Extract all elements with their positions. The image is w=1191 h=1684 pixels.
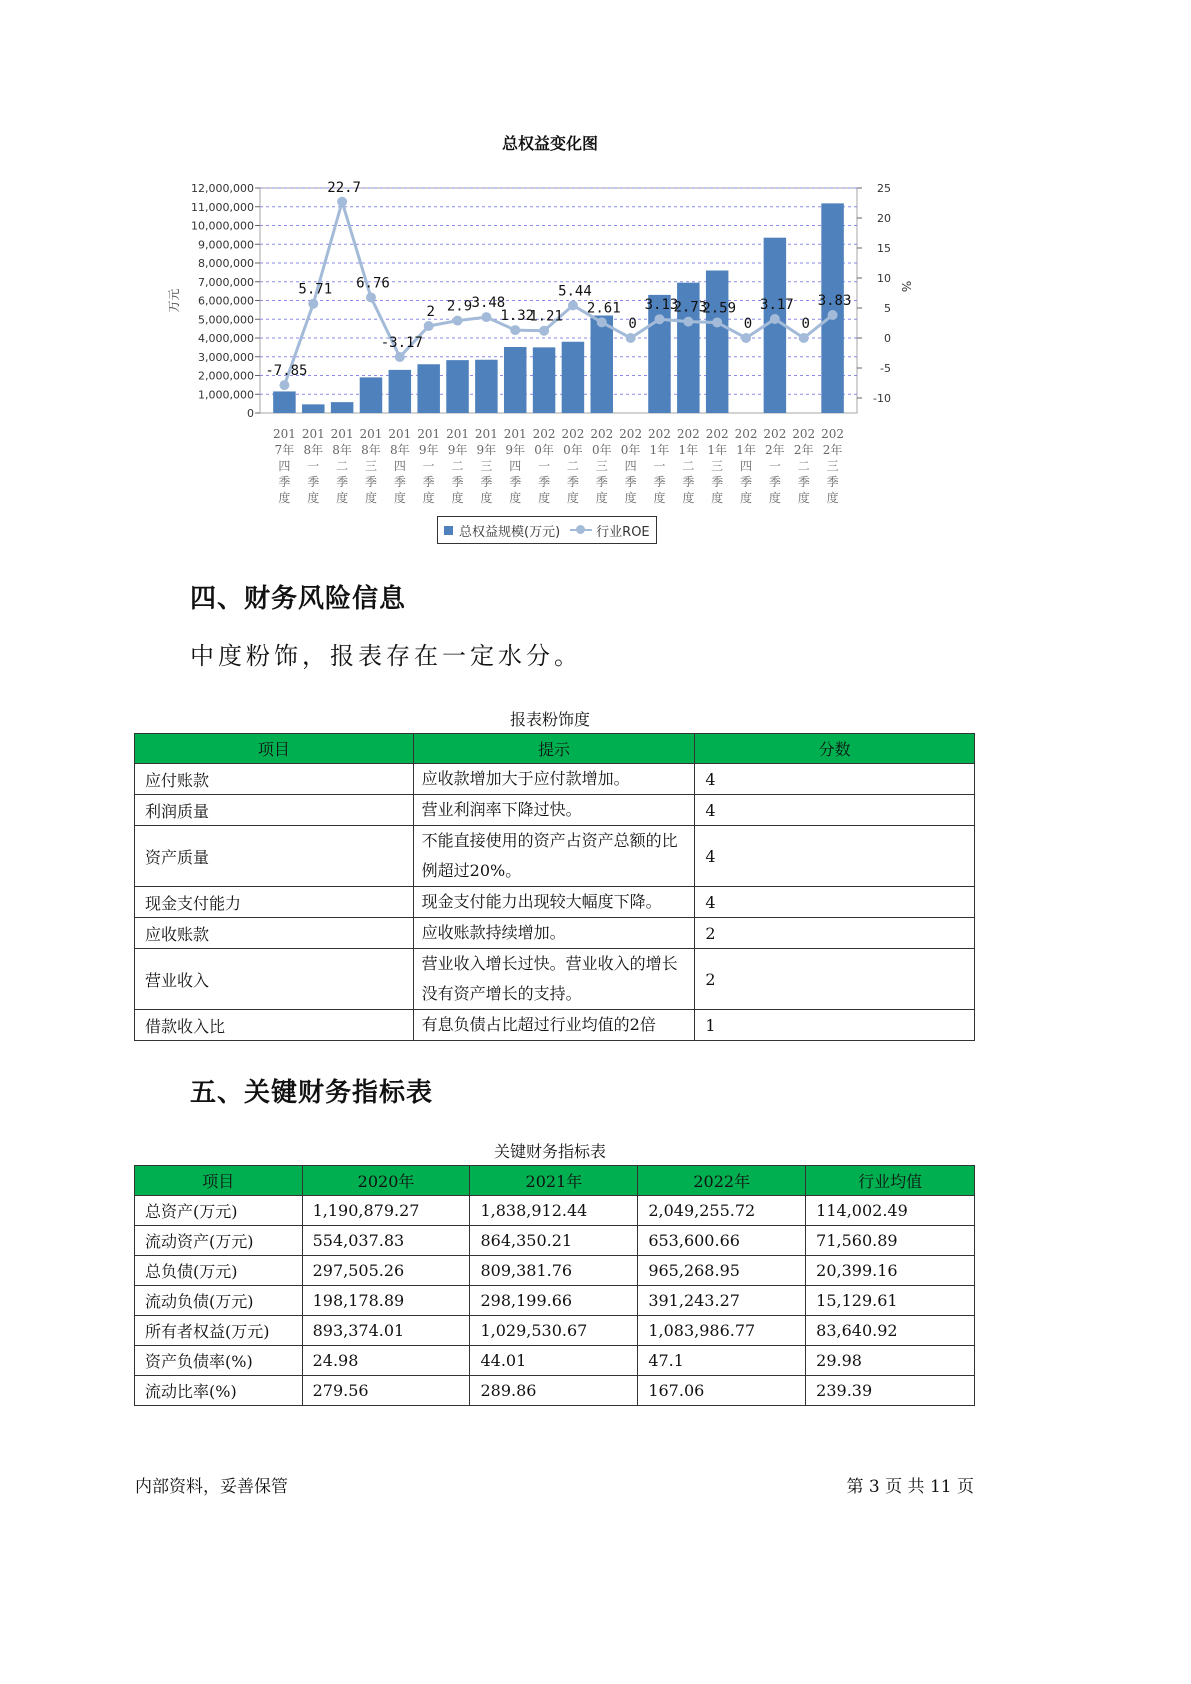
risk-score: 2 [695, 918, 975, 949]
metric-value: 47.1 [638, 1346, 806, 1376]
risk-hint: 现金支付能力出现较大幅度下降。 [413, 887, 695, 918]
y2-tick-label: 15 [877, 242, 891, 255]
bar [533, 347, 556, 413]
roe-point [510, 325, 520, 335]
x-tick-label: 二 [336, 459, 349, 473]
x-tick-label: 202 [619, 427, 643, 441]
x-tick-label: 三 [480, 459, 493, 473]
x-tick-label: 202 [590, 427, 614, 441]
x-tick-label: 二 [797, 459, 810, 473]
risk-score: 1 [695, 1010, 975, 1041]
risk-item: 借款收入比 [135, 1010, 414, 1041]
metric-value: 289.86 [470, 1376, 638, 1406]
column-header: 项目 [135, 1166, 303, 1196]
metric-name: 总资产(万元) [135, 1196, 303, 1226]
risk-hint: 应收款增加大于应付款增加。 [413, 764, 695, 795]
x-tick-label: 1年 [736, 443, 756, 457]
x-tick-label: 二 [682, 459, 695, 473]
roe-point [337, 197, 347, 207]
roe-point [279, 380, 289, 390]
x-tick-label: 季 [595, 475, 608, 489]
x-tick-label: 季 [740, 475, 753, 489]
bar [706, 271, 729, 414]
metric-value: 83,640.92 [806, 1316, 975, 1346]
x-tick-label: 度 [740, 491, 753, 505]
x-tick-label: 季 [393, 475, 406, 489]
x-tick-label: 季 [509, 475, 522, 489]
y2-tick-label: -5 [880, 362, 891, 375]
roe-point [539, 326, 549, 336]
metric-value: 15,129.61 [806, 1286, 975, 1316]
risk-summary: 中度粉饰，报表存在一定水分。 [190, 642, 582, 670]
x-tick-label: 季 [711, 475, 724, 489]
roe-data-label: 3.13 [644, 297, 679, 314]
x-tick-label: 202 [734, 427, 758, 441]
table-row [135, 1226, 975, 1256]
column-header: 项目 [135, 734, 414, 764]
risk-score: 4 [695, 826, 975, 887]
column-header: 提示 [413, 734, 695, 764]
risk-item: 资产质量 [135, 826, 414, 887]
x-tick-label: 201 [446, 427, 469, 441]
x-tick-label: 1年 [678, 443, 699, 457]
metric-name: 流动负债(万元) [135, 1286, 303, 1316]
table-row [135, 949, 975, 1010]
roe-data-label: 0 [628, 316, 637, 332]
x-tick-label: 度 [509, 491, 522, 505]
y-tick-label: 4,000,000 [198, 332, 254, 345]
column-header: 行业均值 [806, 1166, 975, 1196]
y2-axis-title: % [899, 280, 913, 293]
y-tick-label: 7,000,000 [198, 275, 254, 289]
metric-name: 流动资产(万元) [135, 1226, 303, 1256]
x-tick-label: 四 [740, 459, 753, 473]
x-tick-label: 1年 [649, 443, 670, 457]
metric-value: 198,178.89 [302, 1286, 470, 1316]
x-tick-label: 三 [364, 459, 377, 473]
bar [446, 360, 469, 413]
roe-data-label: -3.17 [380, 335, 423, 352]
roe-data-label: 3.83 [817, 293, 852, 310]
x-tick-label: 季 [307, 475, 320, 489]
x-tick-label: 度 [278, 491, 291, 505]
roe-point [654, 314, 664, 324]
y-tick-label: 5,000,000 [198, 313, 254, 327]
y-tick-label: 11,000,000 [191, 200, 254, 214]
risk-item: 利润质量 [135, 795, 414, 826]
x-tick-label: 度 [422, 491, 435, 505]
table-row [135, 795, 975, 826]
x-tick-label: 8年 [361, 443, 381, 457]
x-tick-label: 202 [648, 427, 671, 441]
x-tick-label: 1年 [707, 443, 727, 457]
column-header: 分数 [695, 734, 975, 764]
column-header: 2022年 [638, 1166, 806, 1196]
roe-data-label: 2.9 [446, 298, 473, 315]
x-tick-label: 度 [624, 491, 637, 505]
x-tick-label: 一 [768, 459, 781, 473]
risk-score: 4 [695, 887, 975, 918]
roe-data-label: 1.32 [500, 308, 535, 325]
x-tick-label: 8年 [332, 443, 352, 457]
page-number: 第 3 页 共 11 页 [846, 1477, 974, 1497]
metric-name: 总负债(万元) [135, 1256, 303, 1286]
roe-point [366, 292, 376, 302]
bar [417, 364, 440, 413]
x-tick-label: 度 [336, 491, 349, 505]
roe-point [828, 310, 838, 320]
y-tick-label: 6,000,000 [198, 294, 254, 308]
metric-value: 965,268.95 [638, 1256, 806, 1286]
x-tick-label: 度 [307, 491, 320, 505]
x-tick-label: 季 [336, 475, 349, 489]
metric-value: 554,037.83 [302, 1226, 470, 1256]
legend-line-swatch [570, 524, 592, 536]
roe-data-label: -7.85 [265, 363, 308, 380]
x-tick-label: 季 [480, 475, 493, 489]
table-row [135, 887, 975, 918]
y-axis-title: 万元 [167, 288, 181, 313]
equity-chart [150, 160, 950, 510]
risk-score: 4 [695, 764, 975, 795]
bar [591, 316, 614, 414]
x-tick-label: 季 [566, 475, 579, 489]
risk-hint: 应收账款持续增加。 [413, 918, 695, 949]
y-tick-label: 10,000,000 [191, 219, 254, 233]
x-tick-label: 一 [538, 459, 551, 473]
risk-item: 现金支付能力 [135, 887, 414, 918]
roe-data-label: 2.59 [702, 300, 737, 317]
x-tick-label: 季 [768, 475, 781, 489]
legend-item-roe: 行业ROE [596, 524, 650, 540]
x-tick-label: 季 [538, 475, 551, 489]
x-tick-label: 201 [359, 427, 383, 441]
metric-value: 2,049,255.72 [638, 1196, 806, 1226]
x-tick-label: 8年 [390, 443, 410, 457]
x-tick-label: 季 [682, 475, 695, 489]
x-tick-label: 2年 [765, 443, 785, 457]
roe-data-label: 6.76 [356, 275, 390, 292]
roe-point [712, 317, 722, 327]
footer-note: 内部资料，妥善保管 [135, 1477, 288, 1497]
risk-hint: 营业利润率下降过快。 [413, 795, 695, 826]
x-tick-label: 202 [676, 427, 700, 441]
risk-hint: 有息负债占比超过行业均值的2倍 [413, 1010, 695, 1041]
risk-item: 营业收入 [135, 949, 414, 1010]
x-tick-label: 202 [792, 427, 816, 441]
x-tick-label: 0年 [534, 443, 554, 457]
x-tick-label: 201 [388, 427, 412, 441]
roe-data-label: 2.61 [586, 300, 621, 317]
table-row [135, 1256, 975, 1286]
x-tick-label: 度 [538, 491, 551, 505]
roe-point [395, 352, 405, 362]
x-tick-label: 度 [364, 491, 377, 505]
x-tick-label: 202 [561, 427, 585, 441]
bar [475, 360, 498, 413]
x-tick-label: 三 [711, 459, 724, 473]
metric-value: 864,350.21 [470, 1226, 638, 1256]
x-tick-label: 9年 [476, 443, 497, 457]
x-tick-label: 季 [624, 475, 637, 489]
table-row [135, 1376, 975, 1406]
risk-item: 应收账款 [135, 918, 414, 949]
x-tick-label: 三 [595, 459, 608, 473]
metric-value: 44.01 [470, 1346, 638, 1376]
metric-value: 1,190,879.27 [302, 1196, 470, 1226]
bar [273, 391, 296, 413]
keyfin-table [134, 1165, 975, 1406]
x-tick-label: 一 [653, 459, 666, 473]
column-header: 2021年 [470, 1166, 638, 1196]
x-tick-label: 季 [422, 475, 435, 489]
x-tick-label: 季 [826, 475, 839, 489]
table-row [135, 1196, 975, 1226]
roe-point [770, 314, 780, 324]
roe-data-label: 5.71 [298, 281, 333, 298]
metric-value: 893,374.01 [302, 1316, 470, 1346]
bar [389, 370, 412, 413]
x-tick-label: 0年 [620, 443, 641, 457]
x-tick-label: 2年 [822, 443, 843, 457]
x-tick-label: 201 [272, 427, 296, 441]
roe-data-label: 2.73 [673, 299, 708, 316]
x-tick-label: 9年 [418, 443, 439, 457]
x-tick-label: 202 [821, 427, 845, 441]
x-tick-label: 度 [653, 491, 666, 505]
y2-tick-label: 20 [877, 212, 891, 225]
section-heading-keyfin: 五、关键财务指标表 [190, 1078, 434, 1108]
metric-value: 239.39 [806, 1376, 975, 1406]
x-tick-label: 度 [566, 491, 579, 505]
metric-value: 391,243.27 [638, 1286, 806, 1316]
table-row [135, 1346, 975, 1376]
x-tick-label: 度 [797, 491, 810, 505]
risk-hint: 营业收入增长过快。营业收入的增长没有资产增长的支持。 [413, 949, 695, 1010]
x-tick-label: 季 [278, 475, 291, 489]
x-tick-label: 201 [417, 427, 441, 441]
x-tick-label: 202 [532, 427, 556, 441]
x-tick-label: 8年 [303, 443, 324, 457]
x-tick-label: 季 [797, 475, 810, 489]
x-tick-label: 度 [480, 491, 493, 505]
table-row [135, 1010, 975, 1041]
x-tick-label: 0年 [563, 443, 583, 457]
roe-point [453, 316, 463, 326]
roe-data-label: 3.17 [760, 296, 794, 313]
table-row [135, 1286, 975, 1316]
roe-data-label: 5.44 [558, 283, 592, 300]
bar [562, 342, 585, 413]
x-tick-label: 季 [653, 475, 666, 489]
bar [302, 404, 325, 413]
roe-point [424, 321, 434, 331]
x-tick-label: 四 [509, 459, 522, 473]
x-tick-label: 201 [330, 427, 354, 441]
table-header-row [135, 1166, 975, 1196]
y2-tick-label: 0 [884, 332, 891, 345]
bar [331, 402, 354, 413]
roe-data-label: 3.48 [471, 295, 506, 312]
x-tick-label: 二 [451, 459, 464, 473]
metric-value: 298,199.66 [470, 1286, 638, 1316]
y2-tick-label: -10 [873, 392, 891, 405]
x-tick-label: 201 [301, 427, 325, 441]
risk-hint: 不能直接使用的资产占资产总额的比例超过20%。 [413, 826, 695, 887]
metric-value: 167.06 [638, 1376, 806, 1406]
x-tick-label: 202 [763, 427, 787, 441]
roe-point [481, 312, 491, 322]
roe-point [741, 333, 751, 343]
roe-point [308, 299, 318, 309]
y2-tick-label: 5 [884, 302, 891, 315]
y-tick-label: 8,000,000 [198, 257, 254, 270]
table-row [135, 764, 975, 795]
metric-name: 流动比率(%) [135, 1376, 303, 1406]
keyfin-table-caption: 关键财务指标表 [493, 1142, 606, 1161]
table-row [135, 918, 975, 949]
risk-table [134, 733, 975, 1041]
x-tick-label: 季 [364, 475, 377, 489]
y-tick-label: 3,000,000 [198, 350, 254, 364]
x-tick-label: 季 [451, 475, 464, 489]
roe-data-label: 0 [801, 316, 810, 332]
x-tick-label: 度 [682, 491, 695, 505]
x-tick-label: 201 [474, 427, 498, 441]
metric-name: 资产负债率(%) [135, 1346, 303, 1376]
x-tick-label: 度 [595, 491, 608, 505]
metric-value: 20,399.16 [806, 1256, 975, 1286]
metric-value: 29.98 [806, 1346, 975, 1376]
metric-value: 1,838,912.44 [470, 1196, 638, 1226]
y-tick-label: 12,000,000 [191, 182, 254, 195]
roe-data-label: 2 [426, 304, 435, 320]
x-tick-label: 四 [624, 459, 637, 473]
bar [360, 377, 383, 413]
metric-value: 24.98 [302, 1346, 470, 1376]
x-tick-label: 二 [566, 459, 579, 473]
legend-bar-swatch [444, 526, 453, 535]
bar [504, 347, 527, 413]
x-tick-label: 2年 [793, 443, 814, 457]
y-tick-label: 2,000,000 [198, 369, 254, 383]
metric-value: 1,029,530.67 [470, 1316, 638, 1346]
risk-score: 4 [695, 795, 975, 826]
metric-value: 809,381.76 [470, 1256, 638, 1286]
metric-value: 297,505.26 [302, 1256, 470, 1286]
column-header: 2020年 [302, 1166, 470, 1196]
x-tick-label: 9年 [447, 443, 468, 457]
legend-item-equity: 总权益规模(万元) [459, 524, 561, 540]
x-tick-label: 度 [826, 491, 839, 505]
roe-data-label: 0 [743, 316, 753, 332]
x-tick-label: 201 [503, 427, 527, 441]
x-tick-label: 度 [451, 491, 464, 505]
y2-tick-label: 25 [877, 182, 891, 195]
roe-point [597, 317, 607, 327]
x-tick-label: 四 [278, 459, 291, 473]
x-tick-label: 一 [422, 459, 435, 473]
x-tick-label: 202 [705, 427, 729, 441]
metric-value: 1,083,986.77 [638, 1316, 806, 1346]
roe-data-label: 22.7 [327, 179, 361, 196]
roe-point [799, 333, 809, 343]
roe-point [568, 300, 578, 310]
y-tick-label: 0 [247, 407, 254, 420]
x-tick-label: 7年 [274, 443, 295, 457]
metric-value: 71,560.89 [806, 1226, 975, 1256]
roe-point [683, 317, 693, 327]
chart-title: 总权益变化图 [501, 134, 598, 153]
y2-tick-label: 10 [877, 272, 891, 285]
metric-value: 653,600.66 [638, 1226, 806, 1256]
section-heading-risk: 四、财务风险信息 [190, 584, 407, 614]
y-tick-label: 1,000,000 [198, 388, 254, 402]
x-tick-label: 三 [826, 459, 839, 473]
metric-name: 所有者权益(万元) [135, 1316, 303, 1346]
x-tick-label: 度 [393, 491, 406, 505]
x-tick-label: 四 [393, 459, 406, 473]
roe-data-label: 1.21 [529, 308, 563, 325]
metric-value: 279.56 [302, 1376, 470, 1406]
table-header-row [135, 734, 975, 764]
x-tick-label: 度 [768, 491, 781, 505]
x-tick-label: 9年 [505, 443, 526, 457]
x-tick-label: 度 [711, 491, 724, 505]
risk-table-caption: 报表粉饰度 [509, 710, 590, 729]
metric-value: 114,002.49 [806, 1196, 975, 1226]
table-row [135, 826, 975, 887]
x-tick-label: 一 [307, 459, 320, 473]
table-row [135, 1316, 975, 1346]
y-tick-label: 9,000,000 [198, 238, 254, 252]
x-tick-label: 0年 [591, 443, 612, 457]
chart-legend [437, 516, 657, 544]
risk-item: 应付账款 [135, 764, 414, 795]
risk-score: 2 [695, 949, 975, 1010]
roe-point [626, 333, 636, 343]
